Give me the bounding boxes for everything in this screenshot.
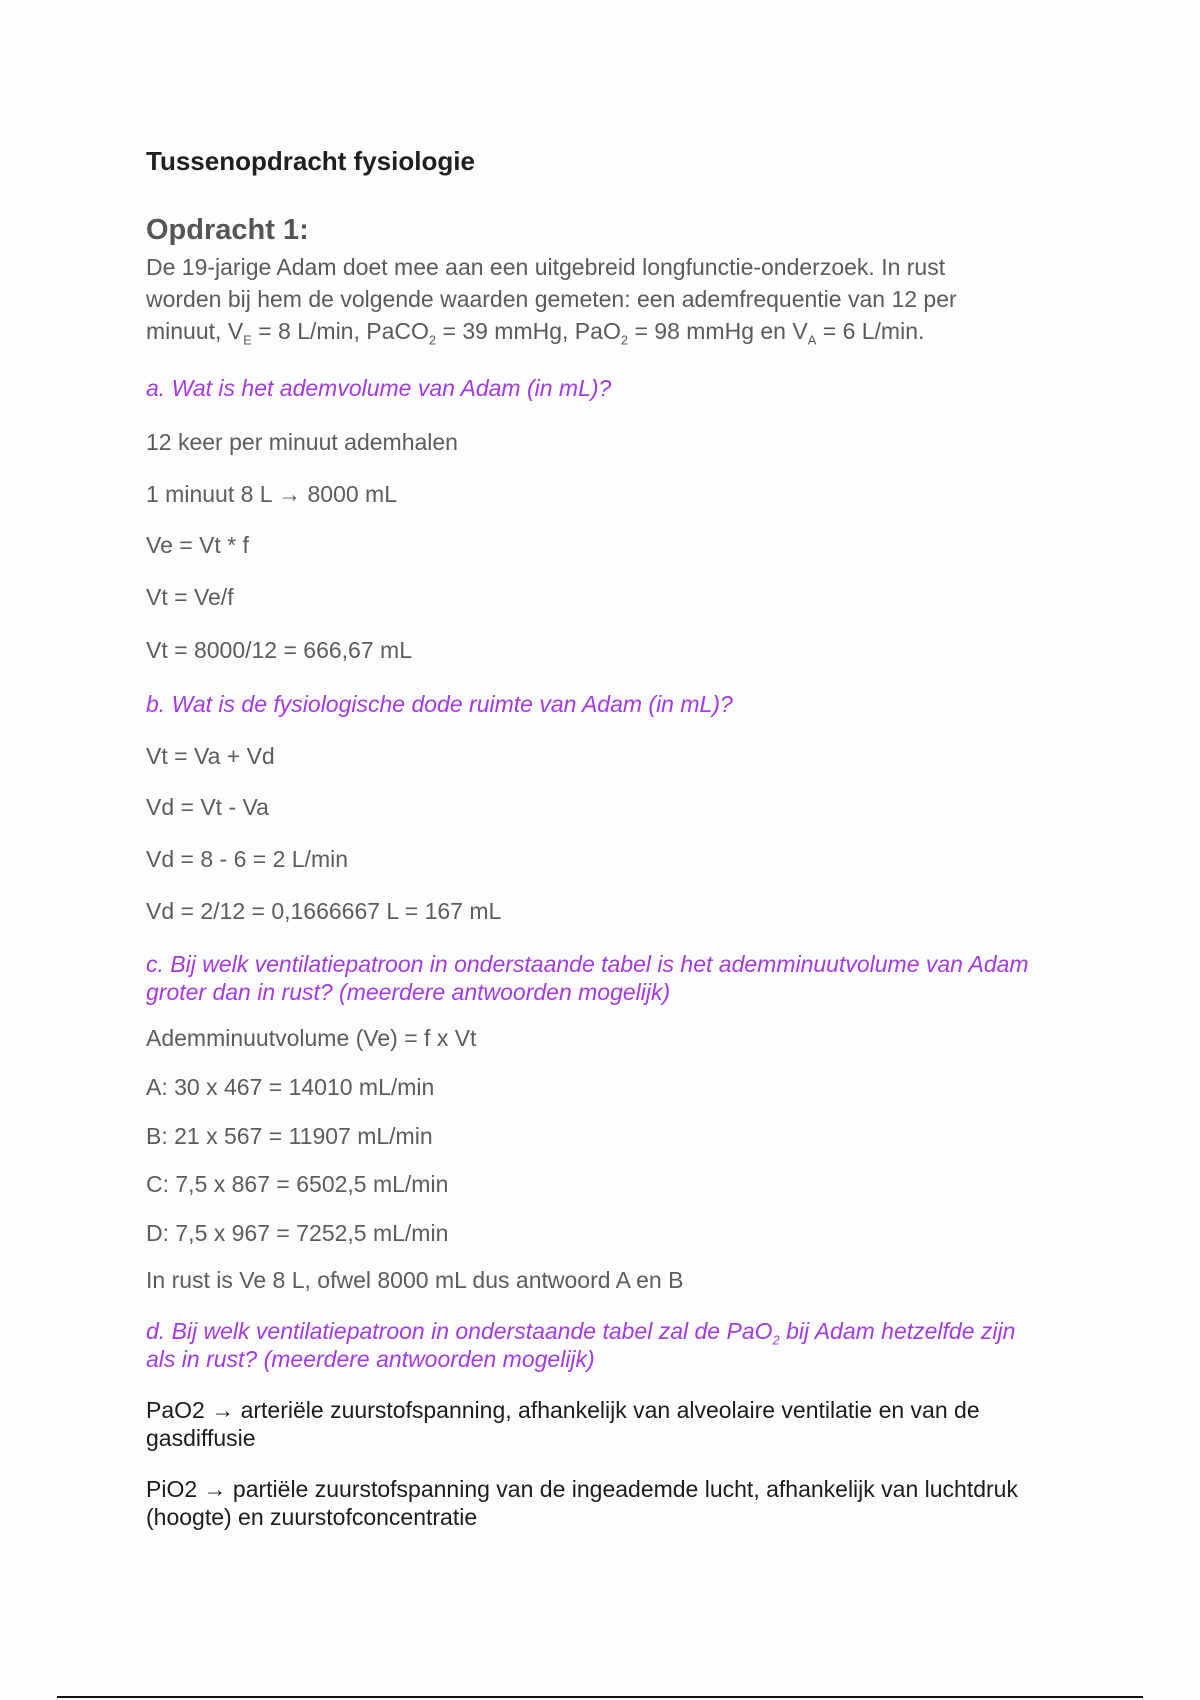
answer-b-line: Vd = 2/12 = 0,1666667 L = 167 mL [146,898,502,924]
question-b: b. Wat is de fysiologische dode ruimte van Adam (in mL)? [146,691,733,717]
page-bottom-rule [57,1696,1143,1698]
document-content [146,146,1046,1530]
question-d: d. Bij welk ventilatiepatroon in onderstaande tabel zal de PaO$_2$ bij Adam hetzelfde zijn als in rust? (meerdere antwoorden mogelijk) [146,1318,1016,1372]
answer-c-line: C: 7,5 x 867 = 6502,5 mL/min [146,1171,449,1197]
document-title: Tussenopdracht fysiologie [146,146,475,176]
answer-a-line: Vt = 8000/12 = 666,67 mL [146,637,412,663]
question-a: a. Wat is het ademvolume van Adam (in mL)? [146,375,612,401]
answer-a-line: 1 minuut 8 L → 8000 mL [146,481,398,507]
answer-a-line: Vt = Ve/f [146,584,234,610]
answer-a-line: 12 keer per minuut ademhalen [146,429,458,455]
answer-c-line: In rust is Ve 8 L, ofwel 8000 mL dus antwoord A en B [146,1267,684,1293]
intro-paragraph: De 19-jarige Adam doet mee aan een uitgebreid longfunctie-onderzoek. In rust worden bij hem de volgende waarden gemeten: een ademfrequentie van 12 per minuut, $V_E = 8$ L/min, PaCO$_2$ = 39 mmHg, PaO$_2$ = 98 mmHg en $V_A = 6$ L/min. [146,254,957,348]
answer-d-line: PiO2 → partiële zuurstofspanning van de ingeademde lucht, afhankelijk van luchtdruk (hoogte) en zuurstofconcentratie [146,1476,1018,1530]
answer-b-line: Vt = Va + Vd [146,743,275,769]
section-heading: Opdracht 1: [146,214,309,246]
answer-c-line: A: 30 x 467 = 14010 mL/min [146,1074,435,1100]
answer-c-line: B: 21 x 567 = 11907 mL/min [146,1123,433,1149]
answer-c-line: Ademminuutvolume (Ve) = f x Vt [146,1025,477,1051]
answer-a-line: Ve = Vt * f [146,532,249,558]
answer-b-line: Vd = Vt - Va [146,794,269,820]
answer-c-line: D: 7,5 x 967 = 7252,5 mL/min [146,1220,449,1246]
question-c: c. Bij welk ventilatiepatroon in onderstaande tabel is het ademminuutvolume van Adam groter dan in rust? (meerdere antwoorden mogelijk) [146,951,1029,1005]
answer-d-line: PaO2 → arteriële zuurstofspanning, afhankelijk van alveolaire ventilatie en van de gasdiffusie [146,1397,980,1451]
answer-b-line: Vd = 8 - 6 = 2 L/min [146,846,349,872]
